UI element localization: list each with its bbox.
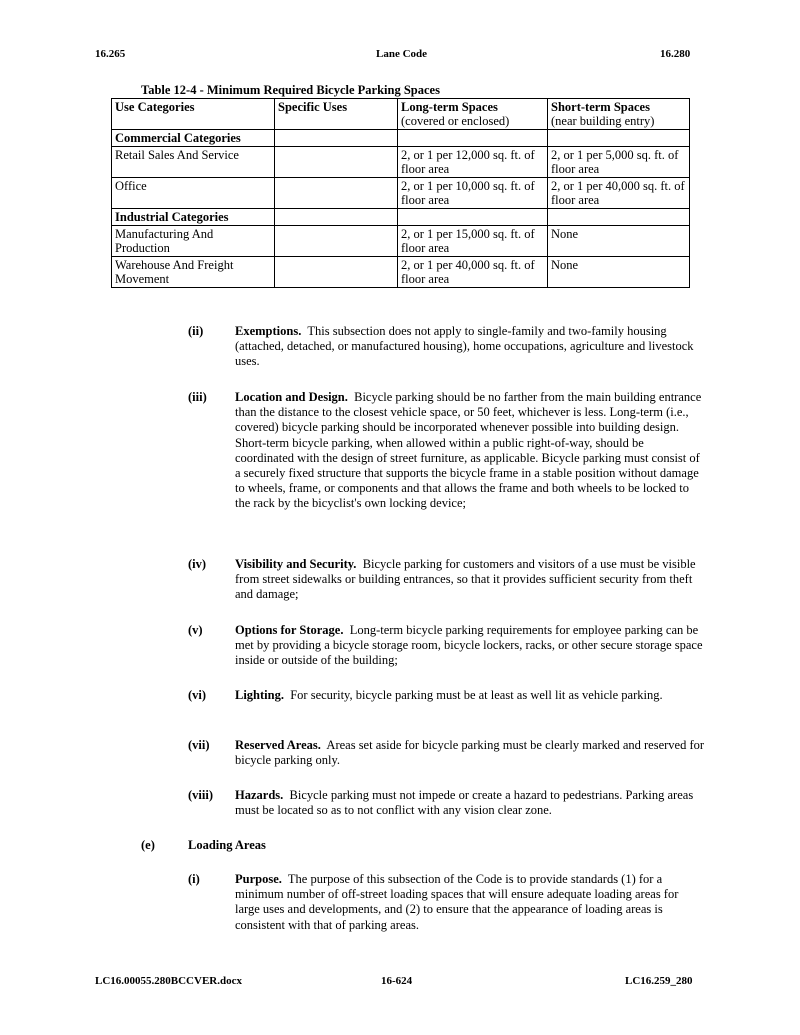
section-number: (e) bbox=[141, 838, 155, 852]
table-row bbox=[112, 226, 690, 257]
footer-doc-id: LC16.259_280 bbox=[625, 975, 693, 987]
table-cell bbox=[275, 257, 398, 288]
item-title: Exemptions. bbox=[235, 324, 302, 338]
header-title: Lane Code bbox=[376, 48, 428, 60]
table-cell bbox=[275, 130, 398, 147]
item-text: Long-term bicycle parking requirements for employee parking can be met by providing a bicycle storage room, bicycle lockers, racks, or other secure storage space inside or outside of the building; bbox=[235, 623, 703, 668]
table-caption: Table 12-4 - Minimum Required Bicycle Parking Spaces bbox=[141, 83, 440, 97]
item-text: Bicycle parking should be no farther from the main building entrance than the distance to the closest vehicle space, or 50 feet, whichever is less. Long-term (i.e., covered) bicycle parking should be incorporated whenever possible into building design. Short-term bicycle parking, when allowed within a public right-of-way, should be coordinated with the design of street furniture, as applicable. Bicycle parking must consist of a securely fixed structure that supports the bicycle frame in a stable position without damage to wheels, frame, or components and that allows the frame and both wheels to be locked to the rack by the bicyclist's own locking device; bbox=[235, 390, 702, 511]
table-cell: Warehouse And Freight Movement bbox=[112, 257, 275, 288]
footer-page-number: 16-624 bbox=[381, 975, 413, 987]
table-cell: 2, or 1 per 5,000 sq. ft. of floor area bbox=[548, 147, 690, 178]
table-cell bbox=[275, 147, 398, 178]
table-cell bbox=[275, 178, 398, 209]
table-cell: 2, or 1 per 12,000 sq. ft. of floor area bbox=[398, 147, 548, 178]
item-text: Areas set aside for bicycle parking must be clearly marked and reserved for bicycle parking only. bbox=[235, 738, 705, 768]
table-row bbox=[112, 178, 690, 209]
table-cell bbox=[398, 209, 548, 226]
item-number: (vi) bbox=[188, 688, 207, 702]
table-cell: Retail Sales And Service bbox=[112, 147, 275, 178]
footer-filename: LC16.00055.280BCCVER.docx bbox=[95, 975, 242, 987]
item-text: This subsection does not apply to single-family and two-family housing (attached, detached, or manufactured housing), home occupations, agriculture and livestock uses. bbox=[235, 324, 694, 369]
column-header: Short-term Spaces (near building entry) bbox=[548, 99, 690, 130]
table-cell bbox=[548, 209, 690, 226]
item-number: (ii) bbox=[188, 324, 204, 338]
item-title: Options for Storage. bbox=[235, 623, 344, 637]
item-number: (iii) bbox=[188, 390, 207, 404]
column-header: Long-term Spaces (covered or enclosed) bbox=[398, 99, 548, 130]
table-row bbox=[112, 209, 690, 226]
table-cell bbox=[398, 130, 548, 147]
category-cell: Commercial Categories bbox=[112, 130, 275, 147]
item-number: (iv) bbox=[188, 557, 207, 571]
column-header: Use Categories bbox=[112, 99, 275, 130]
table-cell: None bbox=[548, 226, 690, 257]
table-cell: 2, or 1 per 40,000 sq. ft. of floor area bbox=[398, 257, 548, 288]
header-section-start: 16.265 bbox=[95, 48, 126, 60]
item-text: The purpose of this subsection of the Code is to provide standards (1) for a minimum number of off-street loading spaces that will ensure adequate loading areas for large uses and developments, and (2) to ensure that the appearance of loading areas is consistent with that of parking areas. bbox=[235, 872, 679, 932]
item-title: Lighting. bbox=[235, 688, 284, 702]
bicycle-parking-table bbox=[111, 98, 690, 288]
item-title: Location and Design. bbox=[235, 390, 348, 404]
table-cell bbox=[548, 130, 690, 147]
table-cell: 2, or 1 per 40,000 sq. ft. of floor area bbox=[548, 178, 690, 209]
section-title: Loading Areas bbox=[188, 838, 266, 852]
table-cell: Office bbox=[112, 178, 275, 209]
item-title: Reserved Areas. bbox=[235, 738, 321, 752]
table-cell bbox=[275, 226, 398, 257]
category-cell: Industrial Categories bbox=[112, 209, 275, 226]
item-title: Purpose. bbox=[235, 872, 282, 886]
table-row bbox=[112, 130, 690, 147]
item-title: Hazards. bbox=[235, 788, 284, 802]
item-number: (vii) bbox=[188, 738, 210, 752]
table-cell: 2, or 1 per 10,000 sq. ft. of floor area bbox=[398, 178, 548, 209]
table-cell: None bbox=[548, 257, 690, 288]
item-text: For security, bicycle parking must be at least as well lit as vehicle parking. bbox=[290, 688, 663, 702]
table-header-row bbox=[112, 99, 690, 130]
section-e-heading bbox=[141, 838, 266, 853]
table-row bbox=[112, 147, 690, 178]
item-number: (viii) bbox=[188, 788, 213, 802]
table-cell: 2, or 1 per 15,000 sq. ft. of floor area bbox=[398, 226, 548, 257]
table-cell bbox=[275, 209, 398, 226]
table-row bbox=[112, 257, 690, 288]
table-cell: Manufacturing And Production bbox=[112, 226, 275, 257]
item-text: Bicycle parking must not impede or create a hazard to pedestrians. Parking areas must be located so as to not conflict with any vision clear zone. bbox=[235, 788, 694, 818]
item-text: Bicycle parking for customers and visitors of a use must be visible from street sidewalks or building entrances, so that it provides sufficient security from theft and damage; bbox=[235, 557, 696, 602]
item-number: (v) bbox=[188, 623, 203, 637]
header-section-end: 16.280 bbox=[660, 48, 691, 60]
item-title: Visibility and Security. bbox=[235, 557, 357, 571]
item-number: (i) bbox=[188, 872, 200, 886]
column-header: Specific Uses bbox=[275, 99, 398, 130]
